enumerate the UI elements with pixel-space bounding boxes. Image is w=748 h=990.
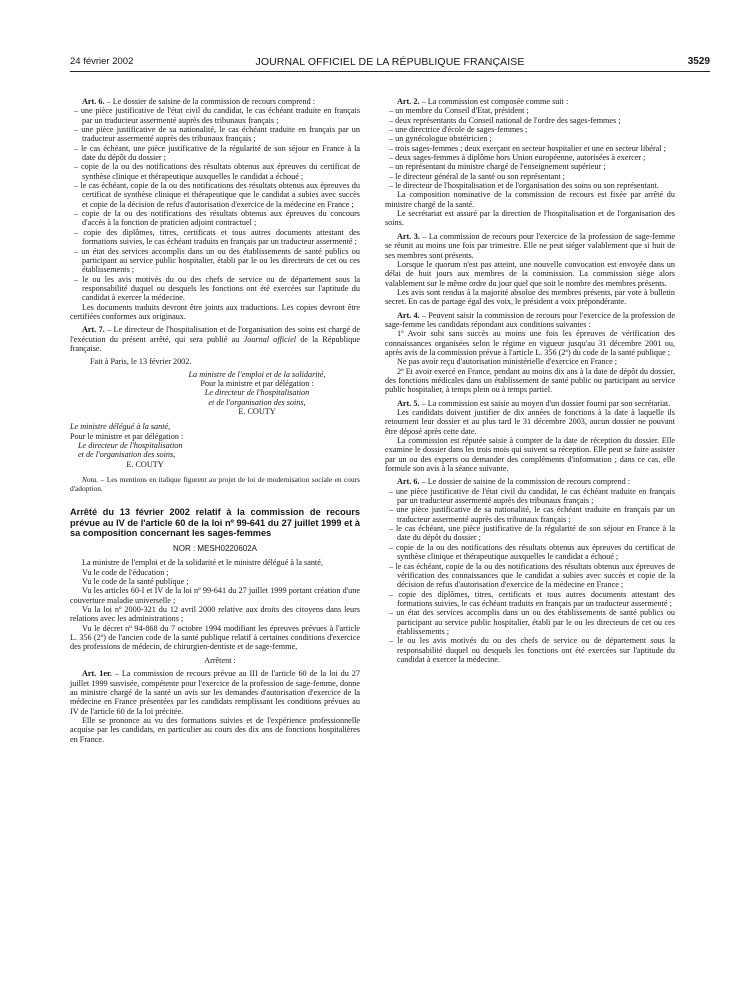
visa: Vu les articles 60-I et IV de la loi nº 99-641 du 27 juillet 1999 portant création d'une couverture maladie universelle ; (70, 586, 360, 605)
article-5-paragraph: Les candidats doivent justifier de dix années de fonctions à la date à laquelle ils retournent leur dossier et au plus tard le 31 décembre 2003, aucun dossier ne pouvant être déposé après cette date. (385, 408, 675, 436)
list-item: – un état des services accomplis dans un ou des établissements de santé publics ou participant au service public hospitalier, établi par le ou les directeurs de cet ou ces établissements ; (389, 608, 675, 636)
list-item: – copie de la ou des notifications des résultats obtenus aux épreuves du certificat de synthèse clinique et thérapeutique auxquelles le candidat a échoué ; (74, 162, 360, 181)
list-item: – le cas échéant, copie de la ou des notifications des résultats obtenus aux épreuves du certificat de synthèse clinique et thérapeutique que le candidat a subies avec succès et copie de la décision de refus d'autorisation d'exercice de la médecine en France ; (74, 181, 360, 209)
article-2-paragraph: Le secrétariat est assuré par la direction de l'hospitalisation et de l'organisation des soins. (385, 209, 675, 228)
article-1-paragraph: Elle se prononce au vu des formations suivies et de l'expérience professionnelle acquise par les candidats, en particulier au cours des dix ans de fonctions hospitalières en France. (70, 715, 360, 744)
list-item: – un membre du Conseil d'Etat, président ; (389, 106, 529, 116)
article-2-intro: Art. 2. – La commission est composée comme suit : (397, 97, 569, 106)
list-item: – un représentant du ministre chargé de l'enseignement supérieur ; (389, 162, 606, 172)
list-item: – une pièce justificative de l'état civil du candidat, le cas échéant traduite en français par un traducteur assermenté auprès des tribunaux français ; (389, 486, 675, 506)
article-3-paragraph: Les avis sont rendus à la majorité absolue des membres présents, par vote à bulletin secret. En cas de partage égal des voix, le président a voix prépondérante. (385, 287, 675, 307)
header-rule (70, 71, 710, 72)
list-item: – deux représentants du Conseil national de l'ordre des sages-femmes ; (389, 115, 621, 125)
list-item: – un état des services accomplis dans un ou des établissements de santé publics ou participant au service public hospitalier, établi par le ou les directeurs de cet ou ces établissements ; (74, 246, 360, 275)
list-item: – le directeur de l'hospitalisation et de l'organisation des soins ou son représentant. (389, 181, 659, 191)
signature-block-2 (70, 422, 220, 469)
visa: Vu le code de la santé publique ; (82, 577, 189, 587)
article-6-documents: Les documents traduits devront être joints aux traductions. Les copies devront être certifiées conformes aux originaux. (70, 302, 360, 321)
list-item: – le cas échéant, une pièce justificative de la régularité de son séjour en France à la date du dépôt du dossier ; (74, 143, 360, 163)
article-2-paragraph: La composition nominative de la commission de recours est fixée par arrêté du ministre chargé de la santé. (385, 190, 675, 209)
signatory-title: Le ministre délégué à la santé, (70, 422, 171, 432)
visa: Vu la loi nº 2000-321 du 12 avril 2000 relative aux droits des citoyens dans leurs relations avec les administrations ; (70, 605, 360, 624)
signatory-role: et de l'organisation des soins, (208, 397, 306, 407)
header-date: 24 février 2002 (70, 56, 134, 67)
visa: La ministre de l'emploi et de la solidarité et le ministre délégué à la santé, (82, 558, 323, 568)
list-item: – le cas échéant, copie de la ou des notifications des résultats obtenus aux épreuves de vérification des connaissances que le candidat a subies avec succès et copie de la décision de refus d'autorisation d'exercice de la médecine en France ; (389, 561, 675, 590)
article-5-paragraph: La commission est réputée saisie à compter de la date de réception du dossier. Elle examine le dossier dans les trois mois qui suivent sa réception. Elle peut se faire assister par un ou des experts ou demander des compléments d'information ; dans ce cas, elle formule son avis à la séance suivante. (385, 436, 675, 474)
article-6-list (70, 106, 360, 302)
signature-block-1 (70, 370, 360, 417)
signatory-delegation: Pour la ministre et par délégation : (200, 378, 314, 388)
arretent: Arrêtent : (204, 655, 236, 665)
visa: Vu le décret nº 94-868 du 7 octobre 1994 modifiant les épreuves prévues à l'article L. 356 (2º) de l'ancien code de la santé publique relatif à certaines conditions d'exercice des professions de médecin, de chirurgien-dentiste et de sage-femme, (70, 623, 360, 652)
nota: Nota. – Les mentions en italique figurent au projet de loi de modernisation sociale en cours d'adoption. (70, 475, 360, 493)
article-3: Art. 3. – La commission de recours pour l'exercice de la profession de sage-femme se réunit au moins une fois par trimestre. Elle ne peut siéger valablement que si huit de ses membres sont présents. (385, 231, 675, 260)
signature-date: Fait à Paris, le 13 février 2002. (90, 357, 192, 367)
article-6-list (385, 487, 675, 665)
article-4-condition: 1º Avoir subi sans succès au moins une fois les épreuves de vérification des connaissances organisées selon le régime en vigueur jusqu'au 31 décembre 2001 ou, après avis de la commission prévue à l'article L. 356 (2º) du code de la santé publique ; (385, 329, 675, 357)
article-4-condition: Ne pas avoir reçu d'autorisation ministérielle d'exercice en France ; (397, 357, 618, 367)
signatory-role: et de l'organisation des soins, (78, 450, 176, 460)
article-6-intro: Art. 6. – Le dossier de saisine de la commission de recours comprend : (82, 97, 316, 106)
list-item: – le directeur général de la santé ou son représentant ; (389, 171, 565, 181)
signatory-role: Le directeur de l'hospitalisation (78, 441, 183, 451)
list-item: – trois sages-femmes ; deux exerçant en secteur hospitalier et une en secteur libéral ; (389, 143, 666, 153)
list-item: – copie de la ou des notifications des résultats obtenus aux épreuves du concours d'accès à la fonction de praticien adjoint contractuel ; (74, 209, 360, 228)
signatory-name: E. COUTY (238, 407, 276, 416)
signatory-delegation: Pour le ministre et par délégation : (70, 431, 184, 441)
article-1: Art. 1er. – La commission de recours prévue au III de l'article 60 de la loi du 27 juillet 1999 susvisée, compétente pour l'exercice de la profession de sage-femme, donne au ministre chargé de la santé un avis sur les demandes d'autorisation d'exercice de la médecine en France présentées par les candidats remplissant les conditions prévues au IV de l'article 60 de la loi précitée. (70, 669, 360, 716)
page-header (70, 56, 710, 68)
journal-title: JOURNAL OFFICIEL DE LA RÉPUBLIQUE FRANÇAISE (255, 56, 525, 68)
right-column (385, 97, 675, 664)
article-4: Art. 4. – Peuvent saisir la commission de recours pour l'exercice de la profession de sage-femme les candidats répondant aux conditions suivantes : (385, 310, 675, 329)
list-item: – une pièce justificative de l'état civil du candidat, le cas échéant traduite en français par un traducteur assermenté auprès des tribunaux français ; (74, 106, 360, 125)
list-item: – une directrice d'école de sages-femmes ; (389, 125, 528, 135)
signatory-title: La ministre de l'emploi et de la solidarité, (188, 369, 326, 379)
list-item: – deux sages-femmes à diplôme hors Union européenne, autorisées à exercer ; (389, 153, 646, 163)
list-item: – le ou les avis motivés du ou des chefs de service ou de département sous la responsabilité duquel ou desquels les fonctions ont été exercées sur l'aptitude du candidat à exercer la médecine. (74, 274, 360, 303)
list-item: – copie des diplômes, titres, certificats et tous autres documents attestant des formations suivies, le cas échéant traduits en français par un traducteur assermenté ; (389, 589, 675, 608)
article-6-intro: Art. 6. – Le dossier de saisine de la commission de recours comprend : (397, 477, 631, 487)
page-number: 3529 (687, 56, 710, 67)
left-column (70, 97, 360, 744)
list-item: – le ou les avis motivés du ou des chefs de service ou de département sous la responsabilité duquel ou desquels les fonctions ont été exercées sur l'aptitude du candidat à exercer la médecine. (389, 636, 675, 664)
signatory-role: Le directeur de l'hospitalisation (204, 388, 310, 398)
decree-title: Arrêté du 13 février 2002 relatif à la commission de recours prévue au IV de l'article 60 de la loi nº 99-641 du 27 juillet 1999 et à sa composition concernant les sages-femmes (70, 507, 360, 539)
list-item: – le cas échéant, une pièce justificative de la régularité de son séjour en France à la date du dépôt du dossier ; (389, 524, 675, 543)
list-item: – une pièce justificative de sa nationalité, le cas échéant traduite en français par un traducteur assermenté auprès des tribunaux français ; (389, 505, 675, 524)
article-4-condition: 2º Et avoir exercé en France, pendant au moins dix ans à la date de dépôt du dossier, des fonctions médicales dans un établissement de santé public ou participant au service public hospitalier, à temps plein ou à temps partiel. (385, 366, 675, 395)
list-item: – une pièce justificative de sa nationalité, le cas échéant traduite en français par un traducteur assermenté auprès des tribunaux français ; (74, 125, 360, 144)
article-5: Art. 5. – La commission est saisie au moyen d'un dossier fourni par son secrétariat. (397, 398, 671, 408)
nor-reference: NOR : MESH0220602A (172, 544, 258, 554)
list-item: – copie des diplômes, titres, certificats et tous autres documents attestant des formations suivies, le cas échéant traduits en français par un traducteur assermenté ; (74, 227, 360, 247)
list-item: – un gynécologue obstétricien ; (389, 134, 492, 144)
signatory-name: E. COUTY (126, 459, 164, 469)
article-3-paragraph: Lorsque le quorum n'est pas atteint, une nouvelle convocation est envoyée dans un délai de huit jours aux membres de la commission. La commission siège alors valablement sur le même ordre du jour quel que soit le nombre des membres présents. (385, 259, 675, 288)
visa: Vu le code de l'éducation ; (82, 567, 169, 577)
article-2-list (385, 106, 675, 190)
list-item: – copie de la ou des notifications des résultats obtenus aux épreuves du certificat de synthèse clinique et thérapeutique auxquelles le candidat a échoué ; (389, 542, 675, 562)
article-7: Art. 7. – Le directeur de l'hospitalisation et de l'organisation des soins est chargé de l'exécution du présent arrêté, qui sera publié au Journal officiel de la République française. (70, 325, 361, 353)
